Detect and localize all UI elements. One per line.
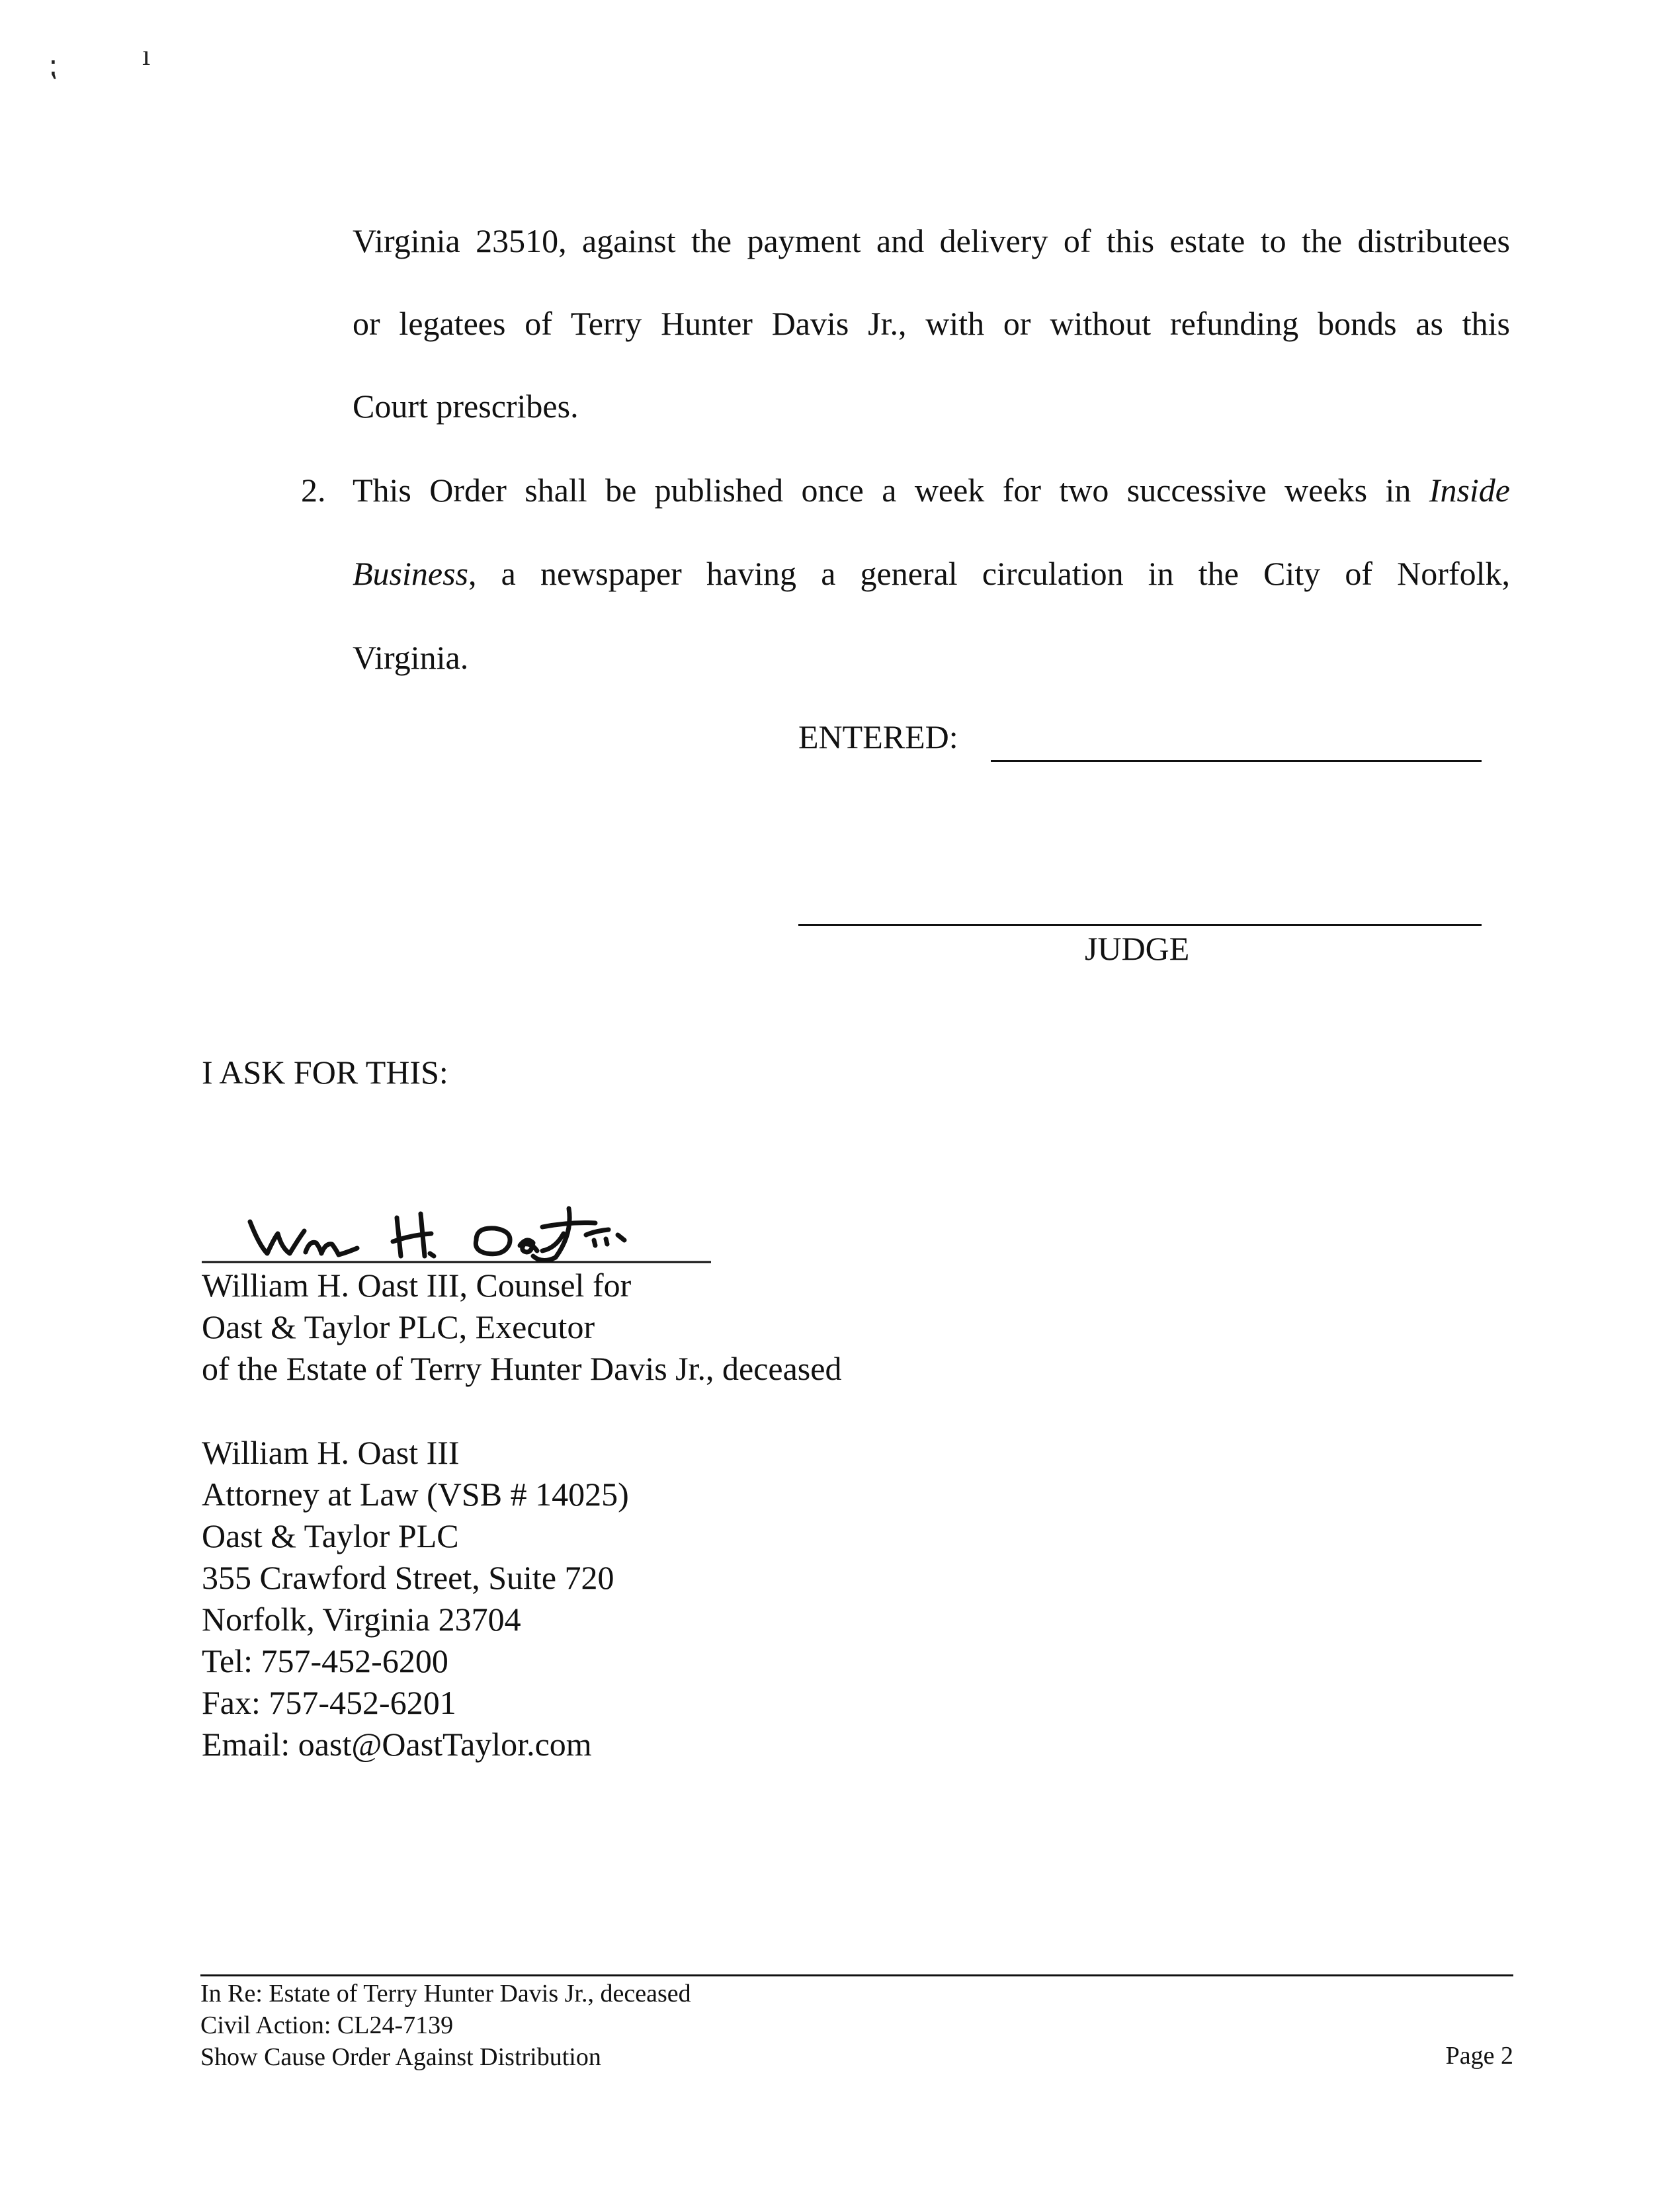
item2-line3: Virginia. bbox=[353, 639, 469, 676]
contact-name: William H. Oast III bbox=[202, 1434, 460, 1471]
item2-publication-italic-1: Inside bbox=[1429, 472, 1510, 509]
contact-email: Email: oast@OastTaylor.com bbox=[202, 1726, 592, 1763]
footer-document-title: Show Cause Order Against Distribution bbox=[200, 2043, 601, 2071]
page-number: Page 2 bbox=[1445, 2042, 1513, 2070]
contact-fax: Fax: 757-452-6201 bbox=[202, 1684, 456, 1721]
signer-line-3: of the Estate of Terry Hunter Davis Jr., deceased bbox=[202, 1350, 842, 1387]
item2-line2 bbox=[353, 554, 1510, 593]
item2-line1-text: This Order shall be published once a week for two successive weeks in bbox=[353, 472, 1429, 509]
entered-label: ENTERED: bbox=[798, 718, 958, 755]
contact-block bbox=[202, 1432, 629, 1765]
footer-case-name: In Re: Estate of Terry Hunter Davis Jr., deceased bbox=[200, 1980, 691, 2007]
contact-street: 355 Crawford Street, Suite 720 bbox=[202, 1559, 614, 1596]
scan-mark-right: ı bbox=[142, 39, 151, 71]
signer-line-1: William H. Oast III, Counsel for bbox=[202, 1267, 632, 1304]
judge-label: JUDGE bbox=[1085, 930, 1190, 967]
footer-rule bbox=[200, 1974, 1513, 1976]
signer-block bbox=[202, 1265, 841, 1390]
signer-line-2: Oast & Taylor PLC, Executor bbox=[202, 1308, 595, 1345]
item2-line1 bbox=[353, 471, 1510, 509]
footer-civil-action: Civil Action: CL24-7139 bbox=[200, 2011, 454, 2039]
handwritten-signature bbox=[198, 1187, 714, 1273]
para1-line2: or legatees of Terry Hunter Davis Jr., with or without refunding bonds as this bbox=[353, 305, 1510, 342]
judge-signature-line bbox=[798, 924, 1482, 926]
item2-publication-italic-2: Business bbox=[353, 555, 468, 592]
ask-for-this-label: I ASK FOR THIS: bbox=[202, 1054, 448, 1091]
item2-number: 2. bbox=[301, 472, 326, 509]
para1-line3: Court prescribes. bbox=[353, 388, 579, 425]
scan-mark-left: ⁏ bbox=[48, 50, 58, 82]
contact-firm: Oast & Taylor PLC bbox=[202, 1517, 459, 1554]
contact-title: Attorney at Law (VSB # 14025) bbox=[202, 1476, 629, 1513]
para1-line1: Virginia 23510, against the payment and delivery of this estate to the distributees bbox=[353, 222, 1510, 259]
item2-line2-text: , a newspaper having a general circulation in the City of Norfolk, bbox=[468, 555, 1510, 592]
entered-signature-line bbox=[991, 760, 1482, 762]
footer bbox=[200, 1978, 1513, 2073]
contact-tel: Tel: 757-452-6200 bbox=[202, 1642, 448, 1679]
contact-city: Norfolk, Virginia 23704 bbox=[202, 1601, 521, 1638]
